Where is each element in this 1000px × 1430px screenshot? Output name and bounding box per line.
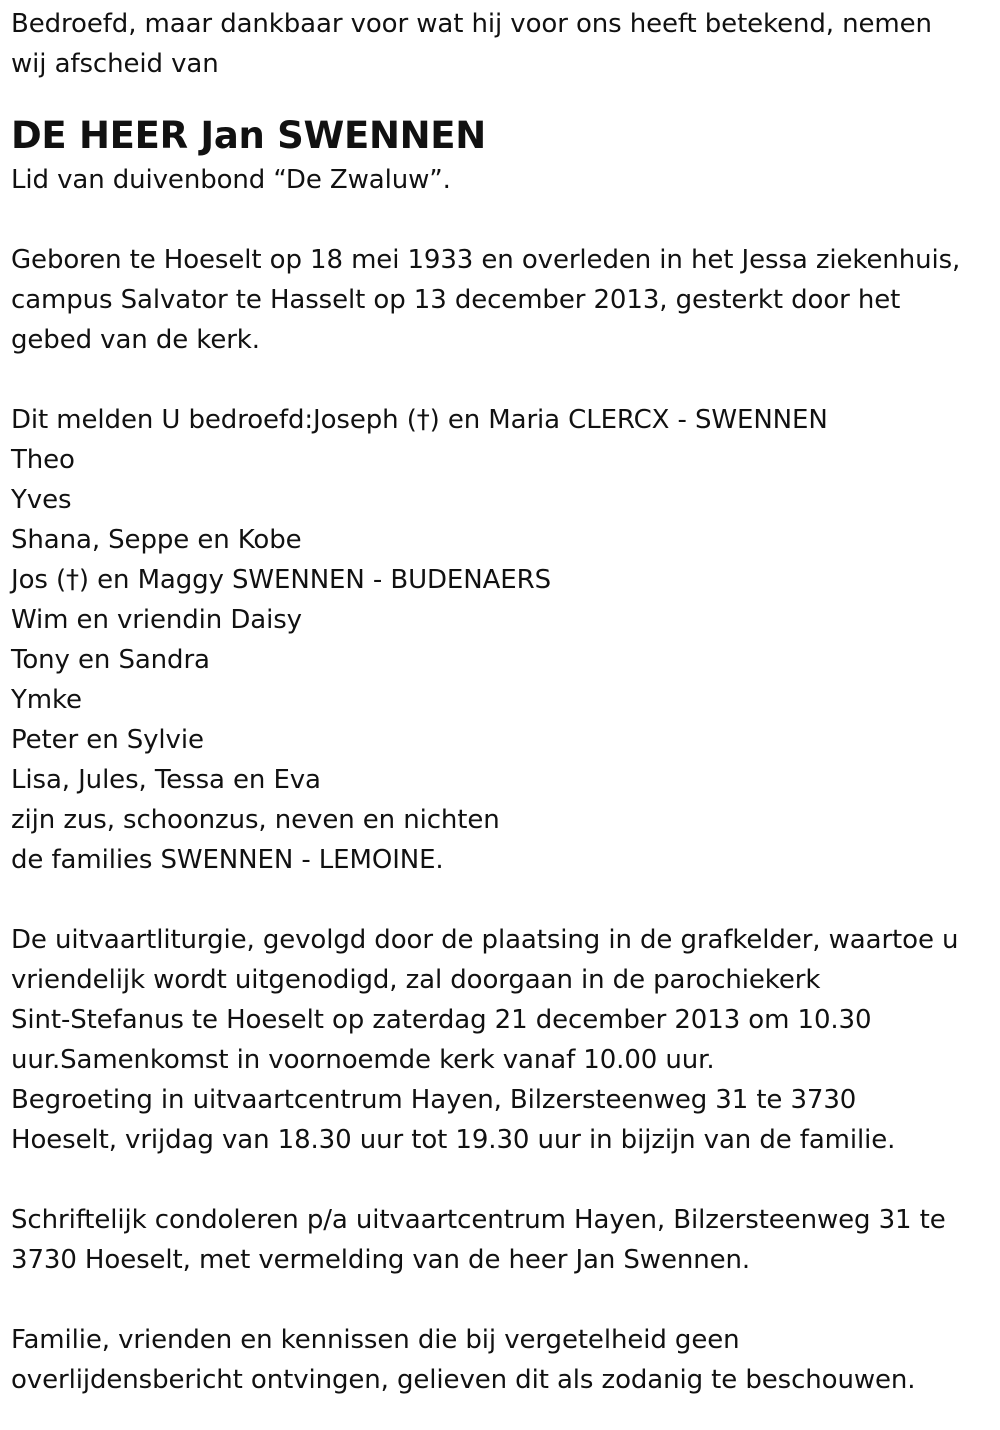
relatives-line: Theo: [11, 445, 75, 475]
relatives-line: zijn zus, schoonzus, neven en nichten: [11, 805, 500, 835]
funeral-line: De uitvaartliturgie, gevolgd door de plaatsing in de grafkelder, waartoe u: [11, 925, 959, 955]
relatives-list: [11, 400, 991, 880]
relatives-line: de families SWENNEN - LEMOINE.: [11, 845, 444, 875]
spacer: [11, 84, 991, 112]
closing-paragraph: [11, 1320, 991, 1400]
funeral-line: Begroeting in uitvaartcentrum Hayen, Bilzersteenweg 31 te 3730: [11, 1085, 857, 1115]
funeral-paragraph: [11, 920, 991, 1160]
birth-death-paragraph: [11, 240, 991, 360]
condolences-line: Schriftelijk condoleren p/a uitvaartcentrum Hayen, Bilzersteenweg 31 te: [11, 1205, 946, 1235]
intro-line: wij afscheid van: [11, 49, 219, 79]
intro-line: Bedroefd, maar dankbaar voor wat hij voor ons heeft betekend, nemen: [11, 9, 932, 39]
closing-line: Familie, vrienden en kennissen die bij vergetelheid geen: [11, 1325, 740, 1355]
spacer: [11, 200, 991, 240]
spacer: [11, 360, 991, 400]
intro-paragraph: [11, 4, 991, 84]
funeral-line: Hoeselt, vrijdag van 18.30 uur tot 19.30 uur in bijzijn van de familie.: [11, 1125, 896, 1155]
relatives-line: Jos (†) en Maggy SWENNEN - BUDENAERS: [11, 565, 551, 595]
relatives-line: Peter en Sylvie: [11, 725, 204, 755]
relatives-line: Dit melden U bedroefd:Joseph (†) en Maria CLERCX - SWENNEN: [11, 405, 828, 435]
birth-death-line: Geboren te Hoeselt op 18 mei 1933 en overleden in het Jessa ziekenhuis,: [11, 245, 961, 275]
relatives-line: Ymke: [11, 685, 82, 715]
condolences-line: 3730 Hoeselt, met vermelding van de heer Jan Swennen.: [11, 1245, 751, 1275]
obituary-notice: [11, 4, 991, 1400]
closing-line: overlijdensbericht ontvingen, gelieven dit als zodanig te beschouwen.: [11, 1365, 916, 1395]
relatives-line: Yves: [11, 485, 72, 515]
funeral-line: uur.Samenkomst in voornoemde kerk vanaf 10.00 uur.: [11, 1045, 715, 1075]
relatives-line: Tony en Sandra: [11, 645, 210, 675]
spacer: [11, 1160, 991, 1200]
membership-line: Lid van duivenbond “De Zwaluw”.: [11, 165, 451, 195]
funeral-line: Sint-Stefanus te Hoeselt op zaterdag 21 december 2013 om 10.30: [11, 1005, 872, 1035]
birth-death-line: gebed van de kerk.: [11, 325, 260, 355]
condolences-paragraph: [11, 1200, 991, 1280]
birth-death-line: campus Salvator te Hasselt op 13 december 2013, gesterkt door het: [11, 285, 901, 315]
relatives-line: Lisa, Jules, Tessa en Eva: [11, 765, 321, 795]
relatives-line: Shana, Seppe en Kobe: [11, 525, 302, 555]
relatives-line: Wim en vriendin Daisy: [11, 605, 302, 635]
spacer: [11, 1280, 991, 1320]
funeral-line: vriendelijk wordt uitgenodigd, zal doorgaan in de parochiekerk: [11, 965, 821, 995]
spacer: [11, 880, 991, 920]
deceased-name-title: DE HEER Jan SWENNEN: [11, 114, 486, 157]
